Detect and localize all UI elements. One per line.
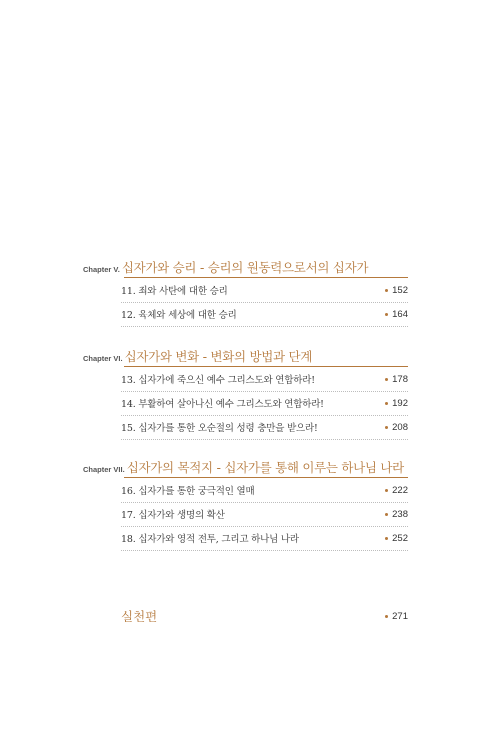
- chapter-5-title: 십자가와 승리 - 승리의 원동력으로서의 십자가: [121, 260, 369, 275]
- toc-entry-title: 17. 십자가와 생명의 확산: [121, 510, 225, 521]
- toc-entry-15[interactable]: [121, 415, 408, 440]
- toc-entry-12[interactable]: [121, 302, 408, 327]
- toc-entry-page: 208: [385, 422, 408, 433]
- bullet-dot-icon: [385, 513, 388, 516]
- toc-entry-title: 16. 십자가를 통한 궁극적인 열매: [121, 486, 255, 497]
- chapter-5-label: Chapter V.: [83, 265, 120, 274]
- toc-entry-title: 14. 부활하여 살아나신 예수 그리스도와 연합하라!: [121, 399, 324, 410]
- toc-entry-title: 12. 육체와 세상에 대한 승리: [121, 310, 237, 321]
- toc-entry-title: 15. 십자가를 통한 오순절의 성령 충만을 받으라!: [121, 423, 318, 434]
- toc-entry-page: 222: [385, 485, 408, 496]
- practice-page: 271: [385, 611, 408, 622]
- toc-entry-14[interactable]: [121, 391, 408, 416]
- toc-entry-13[interactable]: [121, 367, 408, 392]
- toc-entry-16[interactable]: [121, 478, 408, 503]
- toc-entry-11[interactable]: [121, 278, 408, 303]
- chapter-6-label: Chapter VI.: [83, 354, 123, 363]
- toc-entry-title: 13. 십자가에 죽으신 예수 그리스도와 연합하라!: [121, 375, 315, 386]
- practice-title: 실천편: [121, 609, 158, 624]
- toc-entry-page: 192: [385, 398, 408, 409]
- bullet-dot-icon: [385, 402, 388, 405]
- chapter-7-title: 십자가의 목적지 - 십자가를 통해 이루는 하나님 나라: [126, 460, 404, 475]
- bullet-dot-icon: [385, 489, 388, 492]
- chapter-5-header: [83, 258, 440, 276]
- bullet-dot-icon: [385, 615, 388, 618]
- toc-entry-page: 178: [385, 374, 408, 385]
- chapter-7-header: [83, 458, 440, 476]
- toc-entry-page: 164: [385, 309, 408, 320]
- bullet-dot-icon: [385, 289, 388, 292]
- chapter-7-label: Chapter VII.: [83, 465, 125, 474]
- chapter-6-header: [83, 347, 440, 365]
- bullet-dot-icon: [385, 378, 388, 381]
- toc-entry-title: 11. 죄와 사탄에 대한 승리: [121, 286, 228, 297]
- toc-entry-page: 152: [385, 285, 408, 296]
- toc-practice-entry[interactable]: [121, 605, 408, 627]
- bullet-dot-icon: [385, 313, 388, 316]
- chapter-6-title: 십자가와 변화 - 변화의 방법과 단계: [124, 349, 313, 364]
- toc-entry-17[interactable]: [121, 502, 408, 527]
- toc-entry-page: 238: [385, 509, 408, 520]
- toc-entry-title: 18. 십자가와 영적 전투, 그리고 하나님 나라: [121, 534, 299, 545]
- bullet-dot-icon: [385, 537, 388, 540]
- toc-entry-18[interactable]: [121, 526, 408, 551]
- bullet-dot-icon: [385, 426, 388, 429]
- toc-entry-page: 252: [385, 533, 408, 544]
